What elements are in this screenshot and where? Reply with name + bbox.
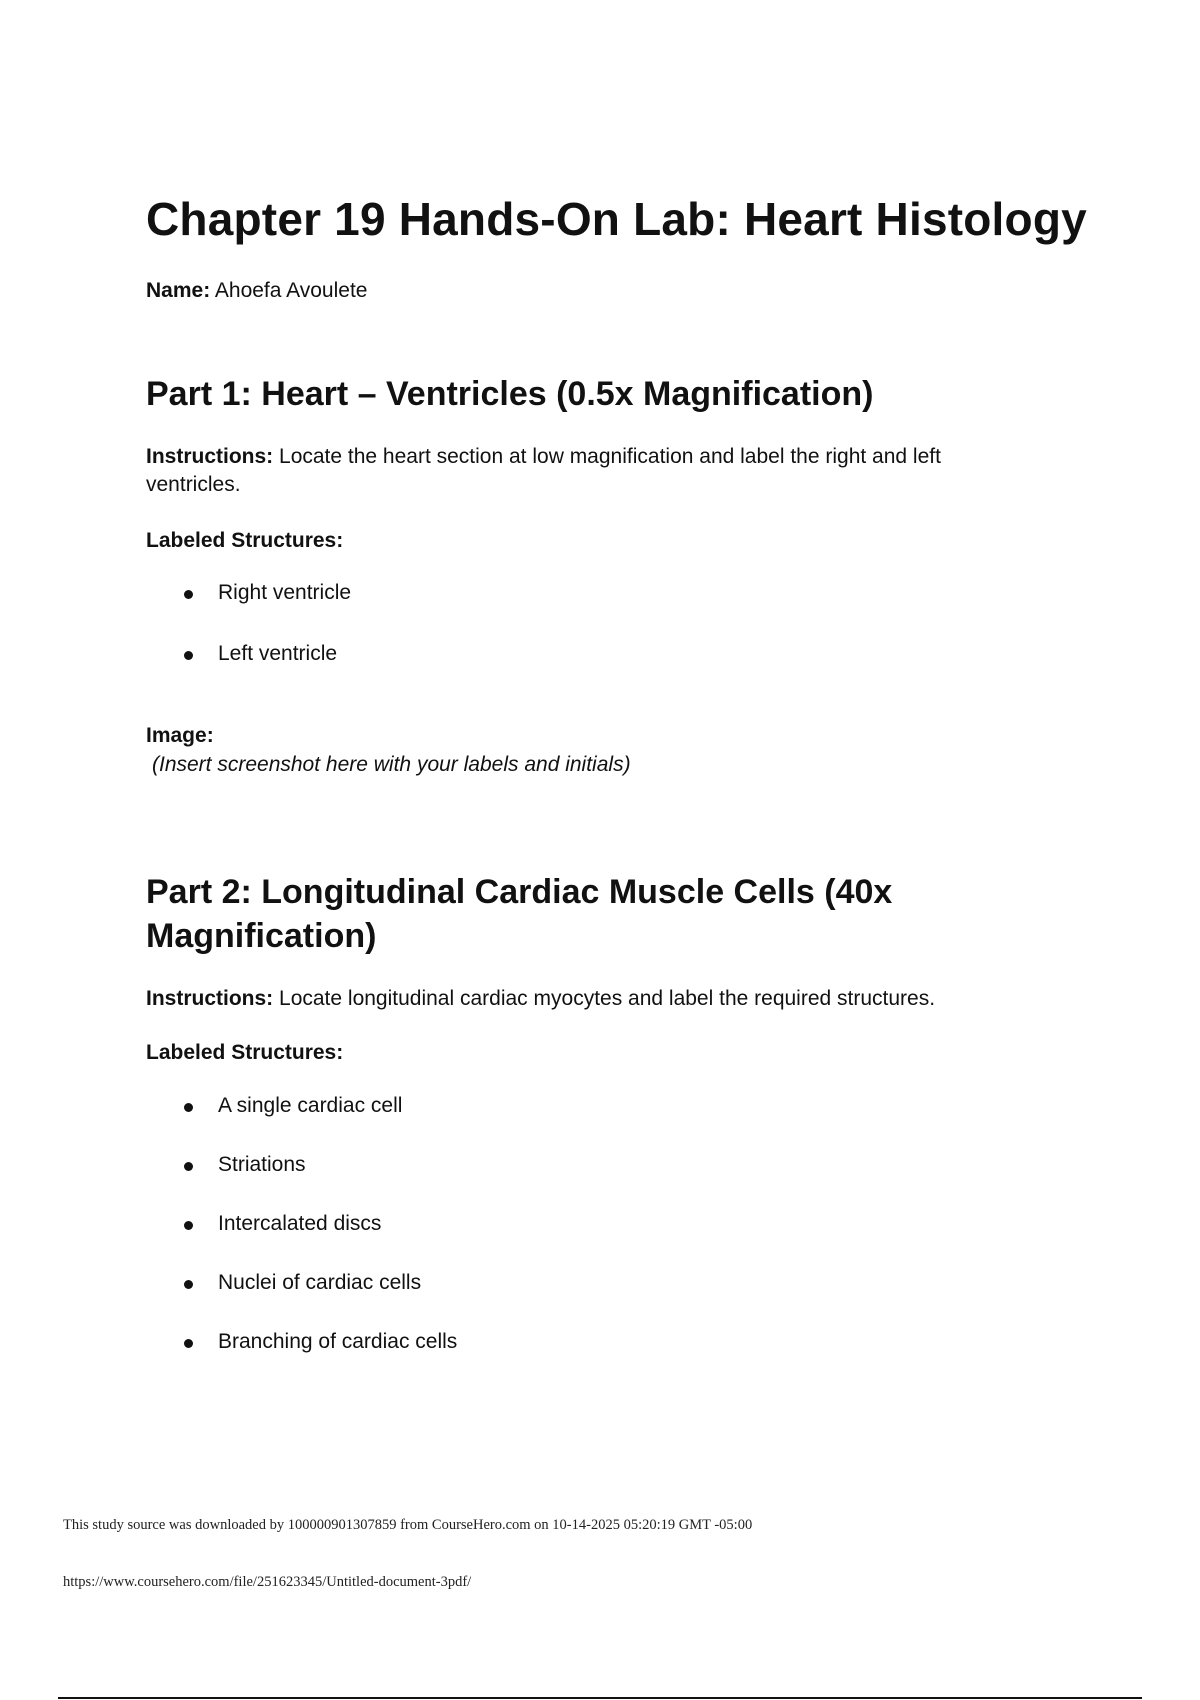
structure-label: Right ventricle bbox=[218, 581, 352, 604]
bullet-icon bbox=[184, 651, 193, 660]
list-item bbox=[146, 1271, 457, 1330]
structure-label: A single cardiac cell bbox=[218, 1094, 403, 1117]
bullet-icon bbox=[184, 1280, 193, 1289]
part1-title: Part 1: Heart – Ventricles (0.5x Magnification) bbox=[146, 375, 874, 413]
bullet-icon bbox=[184, 1221, 193, 1230]
structure-label: Striations bbox=[218, 1153, 306, 1176]
part1-instructions bbox=[146, 443, 1026, 499]
name-label: Name: bbox=[146, 279, 211, 302]
part2-structures-list bbox=[146, 1094, 457, 1389]
bullet-icon bbox=[184, 1103, 193, 1112]
part2-instructions-label: Instructions: bbox=[146, 987, 274, 1010]
document-title: Chapter 19 Hands-On Lab: Heart Histology bbox=[146, 193, 1087, 245]
list-item bbox=[146, 1330, 457, 1389]
list-item bbox=[146, 1153, 457, 1212]
part2-instructions bbox=[146, 985, 1046, 1013]
student-name-line bbox=[146, 279, 367, 303]
list-item bbox=[146, 1094, 457, 1153]
list-item bbox=[146, 1212, 457, 1271]
download-notice: This study source was downloaded by 100000901307859 from CourseHero.com on 10-14-2025 05:20:19 GMT -05:00 bbox=[63, 1517, 753, 1533]
bullet-icon bbox=[184, 590, 193, 599]
name-value: Ahoefa Avoulete bbox=[214, 279, 368, 302]
structure-label: Branching of cardiac cells bbox=[218, 1330, 458, 1353]
part1-structures-list bbox=[146, 581, 351, 703]
bullet-icon bbox=[184, 1162, 193, 1171]
bullet-icon bbox=[184, 1339, 193, 1348]
part2-instructions-text: Locate longitudinal cardiac myocytes and label the required structures. bbox=[279, 987, 936, 1010]
part2-title: Part 2: Longitudinal Cardiac Muscle Cells (40x Magnification) bbox=[146, 873, 893, 955]
source-url[interactable]: https://www.coursehero.com/file/251623345/Untitled-document-3pdf/ bbox=[63, 1574, 472, 1590]
structure-label: Nuclei of cardiac cells bbox=[218, 1271, 422, 1294]
structure-label: Left ventricle bbox=[218, 642, 338, 665]
part1-instructions-text: Locate the heart section at low magnification and label the right and left ventricles. bbox=[146, 445, 941, 496]
part2-labeled-structures-heading: Labeled Structures: bbox=[146, 1041, 344, 1064]
structure-label: Intercalated discs bbox=[218, 1212, 382, 1235]
list-item bbox=[146, 642, 351, 703]
part1-labeled-structures-heading: Labeled Structures: bbox=[146, 529, 344, 552]
part1-image-heading: Image: bbox=[146, 724, 214, 747]
part1-instructions-label: Instructions: bbox=[146, 445, 274, 468]
footer-divider bbox=[58, 1697, 1142, 1699]
list-item bbox=[146, 581, 351, 642]
part1-image-placeholder-note: (Insert screenshot here with your labels and initials) bbox=[152, 753, 631, 776]
